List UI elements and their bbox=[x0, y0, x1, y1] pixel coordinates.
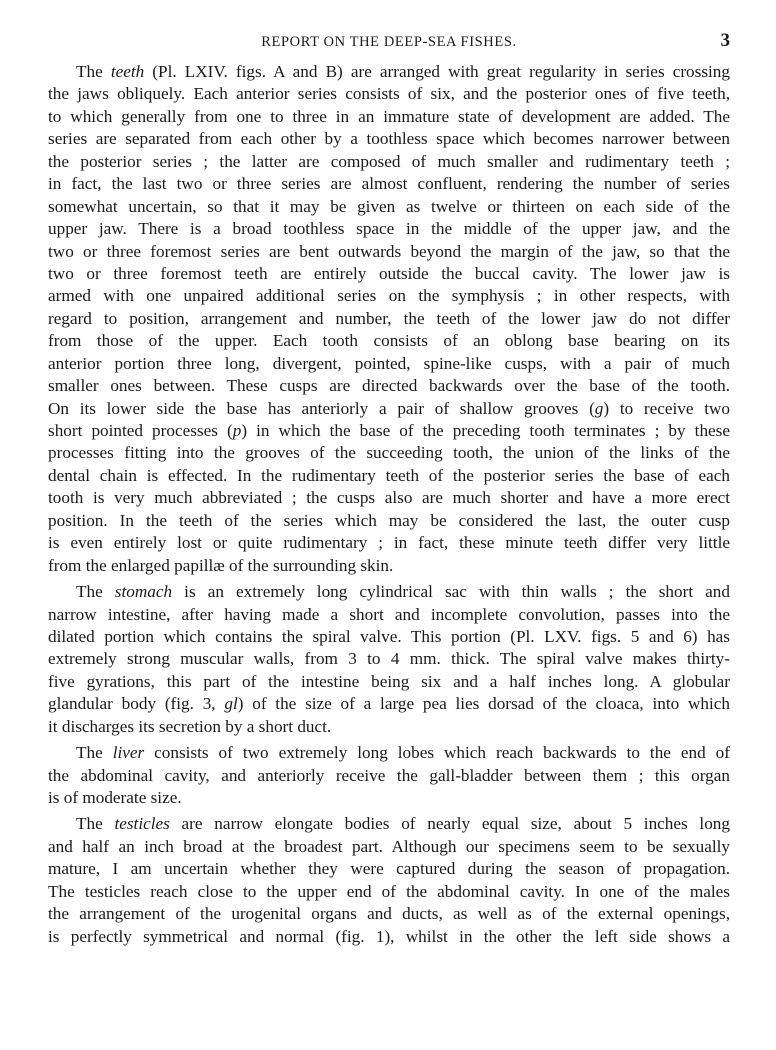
italic-term: g bbox=[594, 398, 604, 418]
text-line bbox=[48, 128, 730, 150]
text-run: anterior portion three long, divergent, pointed, spine-like cusps, with a pair of much bbox=[48, 353, 730, 373]
text-run: ) to receive two bbox=[603, 398, 730, 418]
text-line bbox=[48, 926, 730, 948]
text-run: dilated portion which contains the spiral valve. This portion (Pl. LXV. figs. 5 and 6) has bbox=[48, 626, 730, 646]
text-run: upper jaw. There is a broad toothless space in the middle of the upper jaw, and the bbox=[48, 219, 730, 239]
text-run: is perfectly symmetrical and normal (fig. 1), whilst in the other the left side shows a bbox=[48, 926, 730, 946]
text-run: regard to position, arrangement and number, the teeth of the lower jaw do not differ bbox=[48, 308, 730, 328]
paragraph bbox=[48, 813, 730, 948]
text-line bbox=[48, 151, 730, 173]
text-line bbox=[48, 420, 730, 442]
text-line bbox=[48, 308, 730, 330]
text-line bbox=[48, 671, 730, 693]
text-line bbox=[48, 903, 730, 925]
page-number: 3 bbox=[720, 30, 730, 51]
text-line bbox=[48, 626, 730, 648]
text-line bbox=[48, 465, 730, 487]
text-line bbox=[48, 442, 730, 464]
text-line bbox=[48, 858, 730, 880]
text-run: The testicles reach close to the upper end of the abdominal cavity. In one of the males bbox=[48, 881, 730, 901]
text-run: the arrangement of the urogenital organs and ducts, as well as of the external openings, bbox=[48, 904, 730, 924]
text-line bbox=[48, 693, 730, 715]
text-run: somewhat uncertain, so that it may be given as twelve or thirteen on each side of the bbox=[48, 196, 730, 216]
text-line bbox=[48, 487, 730, 509]
text-run: is an extremely long cylindrical sac with thin walls ; the short and bbox=[172, 582, 730, 602]
text-run: ) of the size of a large pea lies dorsad of the cloaca, into which bbox=[237, 694, 730, 714]
text-run: The bbox=[76, 582, 115, 602]
text-run: series are separated from each other by a toothless space which becomes narrower between bbox=[48, 129, 730, 149]
text-run: consists of two extremely long lobes which reach backwards to the end of bbox=[144, 743, 730, 763]
text-line bbox=[48, 836, 730, 858]
text-line bbox=[48, 398, 730, 420]
italic-term: testicles bbox=[114, 814, 170, 834]
text-line bbox=[48, 787, 730, 809]
text-line bbox=[48, 285, 730, 307]
paragraph bbox=[48, 61, 730, 577]
text-line bbox=[48, 648, 730, 670]
text-line bbox=[48, 330, 730, 352]
italic-term: teeth bbox=[110, 62, 145, 81]
text-line bbox=[48, 742, 730, 764]
text-run: processes fitting into the grooves of the succeeding tooth, the union of the links of the bbox=[48, 443, 730, 463]
text-line bbox=[48, 263, 730, 285]
text-run: short pointed processes ( bbox=[48, 421, 233, 440]
body-text bbox=[48, 61, 730, 952]
italic-term: gl bbox=[224, 694, 238, 714]
text-line bbox=[48, 106, 730, 128]
text-line bbox=[48, 510, 730, 532]
text-run: is even entirely lost or quite rudimentary ; in fact, these minute teeth differ very little bbox=[48, 533, 730, 553]
text-run: position. In the teeth of the series which may be considered the last, the outer cusp bbox=[48, 510, 730, 530]
text-run: armed with one unpaired additional series on the symphysis ; in other respects, with bbox=[48, 286, 730, 306]
text-run: smaller ones between. These cusps are directed backwards over the base of the tooth. bbox=[48, 376, 730, 396]
text-run: it discharges its secretion by a short duct. bbox=[48, 716, 332, 736]
text-run: tooth is very much abbreviated ; the cusps also are much shorter and have a more erect bbox=[48, 488, 730, 508]
text-line bbox=[48, 61, 730, 83]
text-run: the posterior series ; the latter are composed of much smaller and rudimentary teeth ; bbox=[48, 151, 730, 171]
text-run: is of moderate size. bbox=[48, 788, 182, 807]
text-run: narrow intestine, after having made a short and incomplete convolution, passes into the bbox=[48, 604, 730, 624]
text-run: from those of the upper. Each tooth consists of an oblong base bearing on its bbox=[48, 331, 730, 351]
text-line bbox=[48, 881, 730, 903]
text-run: in fact, the last two or three series are almost confluent, rendering the number of series bbox=[48, 174, 730, 194]
text-run: and half an inch broad at the broadest part. Although our specimens seem to be sexually bbox=[48, 836, 730, 856]
text-run: extremely strong muscular walls, from 3 to 4 mm. thick. The spiral valve makes thirty- bbox=[48, 649, 730, 669]
text-run: are narrow elongate bodies of nearly equal size, about 5 inches long bbox=[169, 814, 730, 834]
text-line bbox=[48, 813, 730, 835]
text-run: the jaws obliquely. Each anterior series consists of six, and the posterior ones of five teeth, bbox=[48, 84, 730, 104]
text-run: On its lower side the base has anteriorly a pair of shallow grooves ( bbox=[48, 398, 595, 418]
running-title: REPORT ON THE DEEP-SEA FISHES. bbox=[261, 34, 517, 50]
text-run: (Pl. LXIV. figs. A and B) are arranged with great regularity in series crossing bbox=[144, 62, 730, 81]
running-header bbox=[48, 30, 730, 54]
text-line bbox=[48, 173, 730, 195]
text-line bbox=[48, 532, 730, 554]
text-line bbox=[48, 218, 730, 240]
paragraph bbox=[48, 581, 730, 738]
text-run: dental chain is effected. In the rudimentary teeth of the posterior series the base of each bbox=[48, 465, 730, 485]
text-line bbox=[48, 353, 730, 375]
italic-term: stomach bbox=[114, 582, 173, 602]
text-run: glandular body (fig. 3, bbox=[48, 694, 225, 714]
text-run: two or three foremost teeth are entirely outside the buccal cavity. The lower jaw is bbox=[48, 263, 730, 283]
text-run: The bbox=[76, 814, 115, 834]
text-run: to which generally from one to three in an immature state of development are added. The bbox=[48, 106, 730, 126]
text-run: The bbox=[76, 62, 111, 81]
text-line bbox=[48, 375, 730, 397]
text-run: The bbox=[76, 743, 113, 763]
italic-term: p bbox=[232, 421, 242, 440]
text-run: ) in which the base of the preceding tooth terminates ; by these bbox=[241, 421, 730, 440]
text-line bbox=[48, 241, 730, 263]
text-run: five gyrations, this part of the intestine being six and a half inches long. A globular bbox=[48, 671, 730, 691]
text-run: from the enlarged papillæ of the surrounding skin. bbox=[48, 555, 394, 575]
italic-term: liver bbox=[112, 743, 145, 763]
text-line bbox=[48, 196, 730, 218]
text-line bbox=[48, 83, 730, 105]
text-run: mature, I am uncertain whether they were captured during the season of propagation. bbox=[48, 859, 730, 879]
text-line bbox=[48, 604, 730, 626]
text-line bbox=[48, 716, 730, 738]
text-line bbox=[48, 581, 730, 603]
paragraph bbox=[48, 742, 730, 809]
text-line bbox=[48, 555, 730, 577]
text-run: two or three foremost series are bent outwards beyond the margin of the jaw, so that the bbox=[48, 241, 730, 261]
text-line bbox=[48, 765, 730, 787]
text-run: the abdominal cavity, and anteriorly receive the gall-bladder between them ; this organ bbox=[48, 765, 730, 785]
